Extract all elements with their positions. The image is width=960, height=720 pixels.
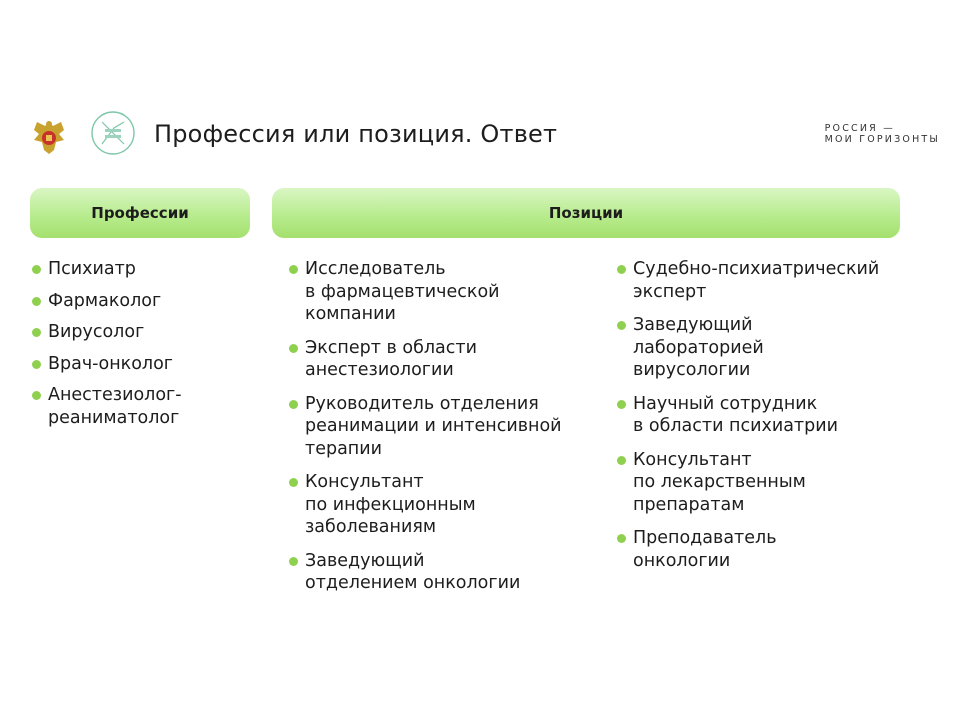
page-title: Профессия или позиция. Ответ [154, 120, 558, 148]
list-item: Заведующий лабораторией вирусологии [615, 314, 915, 382]
list-item: Руководитель отделения реанимации и интенсивной терапии [287, 393, 607, 461]
list-item: Научный сотрудник в области психиатрии [615, 393, 915, 438]
list-item: Исследователь в фармацевтической компании [287, 258, 607, 326]
list-item: Заведующий отделением онкологии [287, 550, 607, 595]
professions-list [30, 258, 260, 438]
list-item: Преподаватель онкологии [615, 527, 915, 572]
professions-header: Профессии [30, 188, 250, 238]
list-item: Вирусолог [30, 321, 260, 344]
list-item: Врач-онколог [30, 353, 260, 376]
list-item: Консультант по лекарственным препаратам [615, 449, 915, 517]
list-item: Консультант по инфекционным заболеваниям [287, 471, 607, 539]
positions-header: Позиции [272, 188, 900, 238]
list-item: Эксперт в области анестезиологии [287, 337, 607, 382]
brand-logo [825, 123, 940, 145]
brand-line-2: МОИ ГОРИЗОНТЫ [824, 134, 940, 145]
list-item: Анестезиолог- реаниматолог [30, 384, 260, 429]
list-item: Фармаколог [30, 290, 260, 313]
slide-header [24, 108, 942, 162]
brand-line-1: РОССИЯ — [824, 123, 895, 134]
list-item: Психиатр [30, 258, 260, 281]
positions-list-right [615, 258, 915, 583]
positions-list-left [287, 258, 607, 606]
list-item: Судебно-психиатрический эксперт [615, 258, 915, 303]
partner-logo-icon [90, 110, 136, 156]
ministry-emblem-icon [28, 116, 70, 158]
